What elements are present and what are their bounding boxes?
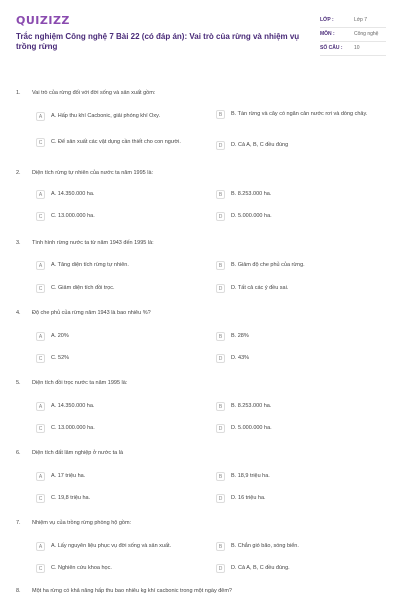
option-a[interactable] <box>36 261 206 270</box>
option-letter-box: B <box>216 402 225 411</box>
option-text: C. 19,8 triệu ha. <box>51 495 91 501</box>
option-text: D. Tất cả các ý đều sai. <box>231 285 289 291</box>
option-letter-box: C <box>36 284 45 293</box>
option-letter-box: D <box>216 354 225 363</box>
meta-value: 10 <box>354 45 360 51</box>
question-number: 8. <box>16 588 21 594</box>
option-letter-box: D <box>216 284 225 293</box>
option-letter-box: D <box>216 494 225 503</box>
option-c[interactable] <box>36 284 206 293</box>
option-d[interactable] <box>216 424 386 433</box>
option-letter-box: B <box>216 261 225 270</box>
option-text: D. 5.000.000 ha. <box>231 213 272 219</box>
meta-value: Công nghệ <box>354 31 379 37</box>
question-number: 1. <box>16 90 21 96</box>
question-text: Diện tích đồi trọc nước ta năm 1995 là: <box>32 380 128 386</box>
option-d[interactable] <box>216 564 386 573</box>
option-letter-box: A <box>36 402 45 411</box>
meta-row-grade <box>320 14 386 28</box>
option-text: C. 52% <box>51 355 70 361</box>
option-text: D. Cả A, B, C đều đúng <box>231 142 289 148</box>
option-a[interactable] <box>36 542 206 551</box>
option-text: D. 43% <box>231 355 250 361</box>
question-text: Một ha rừng có khả năng hấp thu bao nhiêu kg khí cacbonic trong một ngày đêm? <box>32 588 232 594</box>
option-c[interactable] <box>36 138 206 147</box>
meta-label: SỐ CÂU : <box>320 45 343 51</box>
question-text: Vai trò của rừng đối với đời sống và sản xuất gồm: <box>32 90 156 96</box>
option-text: B. 8.253.000 ha. <box>231 191 272 197</box>
option-c[interactable] <box>36 494 206 503</box>
question-number: 2. <box>16 170 21 176</box>
question-heading <box>16 170 386 176</box>
option-letter-box: A <box>36 332 45 341</box>
option-b[interactable] <box>216 261 386 270</box>
option-text: B. 28% <box>231 333 249 339</box>
meta-row-count <box>320 42 386 56</box>
option-text: A. 17 triệu ha. <box>51 473 86 479</box>
option-letter-box: D <box>216 564 225 573</box>
option-d[interactable] <box>216 494 386 503</box>
option-text: A. Tăng diện tích rừng tự nhiên. <box>51 262 129 268</box>
question-number: 7. <box>16 520 21 526</box>
option-text: D. Cả A, B, C đều đúng. <box>231 565 290 571</box>
option-b[interactable] <box>216 190 386 199</box>
question-text: Diện tích đất lâm nghiệp ở nước ta là <box>32 450 123 456</box>
question-heading <box>16 90 386 96</box>
option-letter-box: C <box>36 494 45 503</box>
option-text: C. Để sản xuất các vật dụng cần thiết cho con người. <box>51 139 181 145</box>
question-heading <box>16 520 386 526</box>
option-letter-box: A <box>36 112 45 121</box>
question-text: Độ che phủ của rừng năm 1943 là bao nhiêu %? <box>32 310 151 316</box>
option-text: A. 14.350.000 ha. <box>51 191 95 197</box>
option-text: A. Lấy nguyên liệu phục vụ đời sống và sản xuất. <box>51 543 172 549</box>
option-letter-box: D <box>216 212 225 221</box>
option-b[interactable] <box>216 542 386 551</box>
meta-value: Lớp 7 <box>354 17 368 23</box>
question-heading <box>16 450 386 456</box>
worksheet-header <box>0 0 400 78</box>
option-text: A. 20% <box>51 333 69 339</box>
option-letter-box: C <box>36 138 45 147</box>
option-letter-box: C <box>36 212 45 221</box>
question-heading <box>16 588 386 594</box>
option-c[interactable] <box>36 564 206 573</box>
option-text: B. Giảm độ che phủ của rừng. <box>231 262 305 268</box>
option-b[interactable] <box>216 402 386 411</box>
meta-row-subject <box>320 28 386 42</box>
meta-label: LỚP : <box>320 17 334 23</box>
option-letter-box: B <box>216 542 225 551</box>
option-text: A. 14.350.000 ha. <box>51 403 95 409</box>
option-a[interactable] <box>36 402 206 411</box>
option-d[interactable] <box>216 212 386 221</box>
question-heading <box>16 310 386 316</box>
option-text: B. 8.253.000 ha. <box>231 403 272 409</box>
option-b[interactable] <box>216 110 386 119</box>
option-letter-box: B <box>216 190 225 199</box>
question-heading <box>16 240 386 246</box>
option-d[interactable] <box>216 354 386 363</box>
option-d[interactable] <box>216 284 386 293</box>
option-a[interactable] <box>36 332 206 341</box>
option-d[interactable] <box>216 141 386 150</box>
option-letter-box: C <box>36 564 45 573</box>
option-text: D. 16 triệu ha. <box>231 495 266 501</box>
option-letter-box: A <box>36 472 45 481</box>
question-number: 4. <box>16 310 21 316</box>
option-text: C. Nghiên cứu khoa học. <box>51 565 112 571</box>
option-text: B. Tàn rừng và cây có ngăn cản nước rơi và dòng chảy. <box>231 111 368 117</box>
question-heading <box>16 380 386 386</box>
option-letter-box: C <box>36 354 45 363</box>
option-a[interactable] <box>36 472 206 481</box>
option-c[interactable] <box>36 354 206 363</box>
option-letter-box: B <box>216 472 225 481</box>
option-letter-box: C <box>36 424 45 433</box>
question-text: Diện tích rừng tự nhiên của nước ta năm 1995 là: <box>32 170 154 176</box>
option-letter-box: D <box>216 424 225 433</box>
option-b[interactable] <box>216 472 386 481</box>
question-text: Nhiệm vụ của trồng rừng phòng hộ gồm: <box>32 520 132 526</box>
worksheet-title: Trắc nghiệm Công nghệ 7 Bài 22 (có đáp án): Vai trò của rừng và nhiệm vụ trồng rừng <box>16 32 300 51</box>
option-b[interactable] <box>216 332 386 341</box>
question-text: Tình hình rừng nước ta từ năm 1943 đến 1995 là: <box>32 240 154 246</box>
option-letter-box: D <box>216 141 225 150</box>
option-text: C. 13.000.000 ha. <box>51 425 95 431</box>
quizizz-logo: QUIZIZZ <box>16 14 70 27</box>
question-number: 5. <box>16 380 21 386</box>
option-c[interactable] <box>36 212 206 221</box>
worksheet-meta <box>320 14 386 56</box>
option-text: C. 13.000.000 ha. <box>51 213 95 219</box>
question-number: 3. <box>16 240 21 246</box>
option-letter-box: A <box>36 542 45 551</box>
option-letter-box: A <box>36 190 45 199</box>
meta-label: MÔN : <box>320 31 335 37</box>
option-letter-box: A <box>36 261 45 270</box>
option-text: C. Giảm diện tích đồi trọc. <box>51 285 115 291</box>
option-letter-box: B <box>216 332 225 341</box>
option-text: B. Chắn gió bão, sóng biển. <box>231 543 299 549</box>
option-c[interactable] <box>36 424 206 433</box>
option-a[interactable] <box>36 112 206 121</box>
option-text: D. 5.000.000 ha. <box>231 425 272 431</box>
question-number: 6. <box>16 450 21 456</box>
option-letter-box: B <box>216 110 225 119</box>
option-text: B. 18,9 triệu ha. <box>231 473 270 479</box>
option-text: A. Hấp thu khí Cacbonic, giải phóng khí Oxy. <box>51 113 161 119</box>
option-a[interactable] <box>36 190 206 199</box>
